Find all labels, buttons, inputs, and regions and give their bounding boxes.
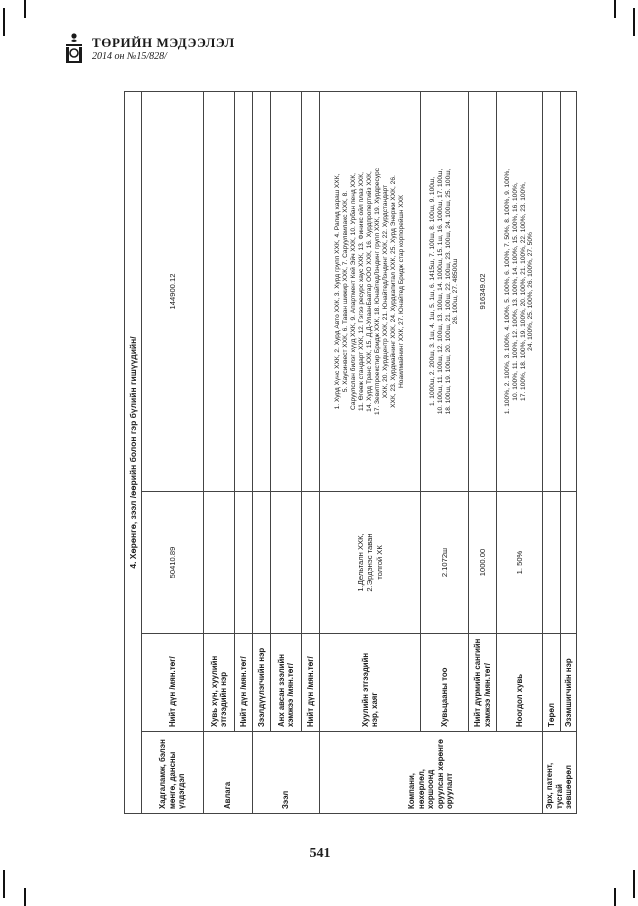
- label-entity-name: Хуулийн этгээдийн нэр, хаяг: [320, 634, 421, 732]
- percent-main-value: 1. 50%: [497, 492, 543, 634]
- label-debtor-name: Хувь хүн, хуулийн этгээдийн нэр: [204, 634, 235, 732]
- shares-other-value: 1. 1000ш, 2. 200ш, 3. 1ш, 4. 1ш, 5. 1ш, 6. 1415ш, 7. 100ш, 8. 100ш, 9. 100ш, 10. 100ш, 11. 100ш, 12. 100ш, 13. 100ш, 14. 1000ш, 15. 1ш, 16. 1000ш, 17. 100ш, 18. 100ш, 19. 100ш, 20. 100ш, 21. 100ш, 22. 100ш, 23. 100ш, 24. 100ш, 25. 100ш, 26. 100ш, 27. 48500ш: [421, 92, 469, 492]
- empty-cell: [235, 92, 253, 492]
- table-frame: [124, 92, 573, 814]
- entity-other-value: 1. Хурд Хүнс ХХК, 2. Хурд Авто ХХК, 3. Хурд групп ХХК, 4. Рапид хараш ХХК, 5. Хаусинвест ХХК, 6. Таван шижир ХХК, 7. Саруулвилакс ХХК, 8. Саруулслан билэг хүүд ХХК, 9. Апартмент Кей Эйч ХХК, 10. Урбан пенд ХХК, 11. Өгөөж стандарт ХХК, 12. Гэгээ ресурс хаус ХХК, 13. Финикс ойл плаз ХХК, 14. Хурд Транс ХХК, 15. Д.Д-УлаанБаатар ООО ХХК, 16. Хурдпропертийз ХХК, 17. Зевитпроекстир Бридж ХХК, 18. ЮнайтедЛэндинг групп ХХК, 19. Хурдресурс ХХК, 20. Хурдцентр ХХК, 21. ЮнайтедЛэндинг ХХК, 22. Хурдстандарт ХХК, 23. Хурдмайнинг ХХК, 24. Хурдкапитал ХХК, 25. Хурд Энержи ХХК, 26. Ноаилмайнинг ХХК, 27. Юнайтед Бридж стар корпорейшн ХХК: [320, 92, 421, 492]
- table-row: [421, 92, 469, 814]
- empty-cell: [253, 492, 271, 634]
- charter-main-value: 1000.00: [469, 492, 497, 634]
- label-loan-total: Нийт дүн /мян.төг/: [302, 634, 320, 732]
- crop-mark: [633, 8, 635, 36]
- empty-cell: [271, 492, 302, 634]
- rotated-table-container: [124, 92, 573, 814]
- label-type: Төрөл: [543, 634, 561, 732]
- empty-cell: [543, 492, 561, 634]
- crop-mark: [24, 0, 26, 18]
- empty-cell: [302, 92, 320, 492]
- table-row: [302, 92, 320, 814]
- label-charter-capital: Нийт дүрмийн сангийн хэмжээ /мян.төг/: [469, 634, 497, 732]
- category-receivables: Авлага: [204, 732, 253, 814]
- page-number: 541: [309, 846, 331, 861]
- publication-title: ТӨРИЙН МЭДЭЭЛЭЛ: [92, 35, 235, 50]
- percent-other-value: 1. 100%, 2. 100%, 3. 100%, 4. 100%, 5. 100%, 6. 100%, 7. 50%, 8. 100%, 9. 100%, 10. 100%, 11. 100%, 12. 100%, 13. 100%, 14. 100%, 15. 100%, 16. 100%, 17. 100%, 18. 100%, 19. 100%, 20. 100%, 21. 100%, 22. 100%, 23. 100%, 24. 100%, 25. 100%, 26. 100%, 27. 50%: [497, 92, 543, 492]
- table-row: [469, 92, 497, 814]
- charter-other-value: 916349.02: [469, 92, 497, 492]
- empty-cell: [543, 92, 561, 492]
- table-row: [142, 92, 204, 814]
- crop-mark: [614, 888, 616, 906]
- table-row: [497, 92, 543, 814]
- empty-cell: [271, 92, 302, 492]
- empty-cell: [204, 492, 235, 634]
- empty-cell: [561, 492, 577, 634]
- crop-mark: [633, 870, 635, 898]
- category-company: Компани, нөхөрлөл, хоршоонд оруулсан хөрөнгө оруулалт: [320, 732, 543, 814]
- shares-main-value: 2.1072ш: [421, 492, 469, 634]
- label-lender-name: Зээлдүүлэгчийн нэр: [253, 634, 271, 732]
- crop-mark: [614, 0, 616, 18]
- label-share-percent: Ноогдол хувь: [497, 634, 543, 732]
- cash-main-value: 50410.89: [142, 492, 204, 634]
- category-rights: Эрх, патент, тусгай зөвшөөрөл: [543, 732, 577, 814]
- empty-cell: [204, 92, 235, 492]
- table-row: [253, 92, 271, 814]
- empty-cell: [253, 92, 271, 492]
- publication-issue: 2014 он №15/828/: [92, 51, 167, 62]
- section-title: 4. Хөрөнгө, зээл /өөрийн болон гэр бүлийн гишүүдийн/: [125, 92, 142, 814]
- table-row: [320, 92, 421, 814]
- empty-cell: [561, 92, 577, 492]
- section-title-row: [125, 92, 142, 814]
- label-receivable-total: Нийт дүн /мян.төг/: [235, 634, 253, 732]
- table-row: [204, 92, 235, 814]
- label-total-amount: Нийт дүн /мян.төг/: [142, 634, 204, 732]
- cash-other-value: 144900.12: [142, 92, 204, 492]
- category-loans: Зээл: [253, 732, 320, 814]
- entity-main-value: 1.Дельталн ХХК, 2.Эрдэнэс таван толгой ХК: [320, 492, 421, 634]
- assets-loans-table: [124, 91, 577, 814]
- category-cash: Хадгаламж, бэлэн мөнгө, дансны үлдэгдэл: [142, 732, 204, 814]
- soyombo-logo-icon: [62, 32, 86, 64]
- empty-cell: [235, 492, 253, 634]
- label-holder: Эзэмшигчийн нэр: [561, 634, 577, 732]
- table-row: [561, 92, 577, 814]
- label-initial-loan: Анх авсан зээлийн хэмжээ /мян.төг/: [271, 634, 302, 732]
- crop-mark: [24, 888, 26, 906]
- crop-mark: [3, 8, 5, 36]
- table-row: [271, 92, 302, 814]
- table-row: [543, 92, 561, 814]
- empty-cell: [302, 492, 320, 634]
- label-share-count: Хувьцааны тоо: [421, 634, 469, 732]
- crop-mark: [3, 870, 5, 898]
- table-row: [235, 92, 253, 814]
